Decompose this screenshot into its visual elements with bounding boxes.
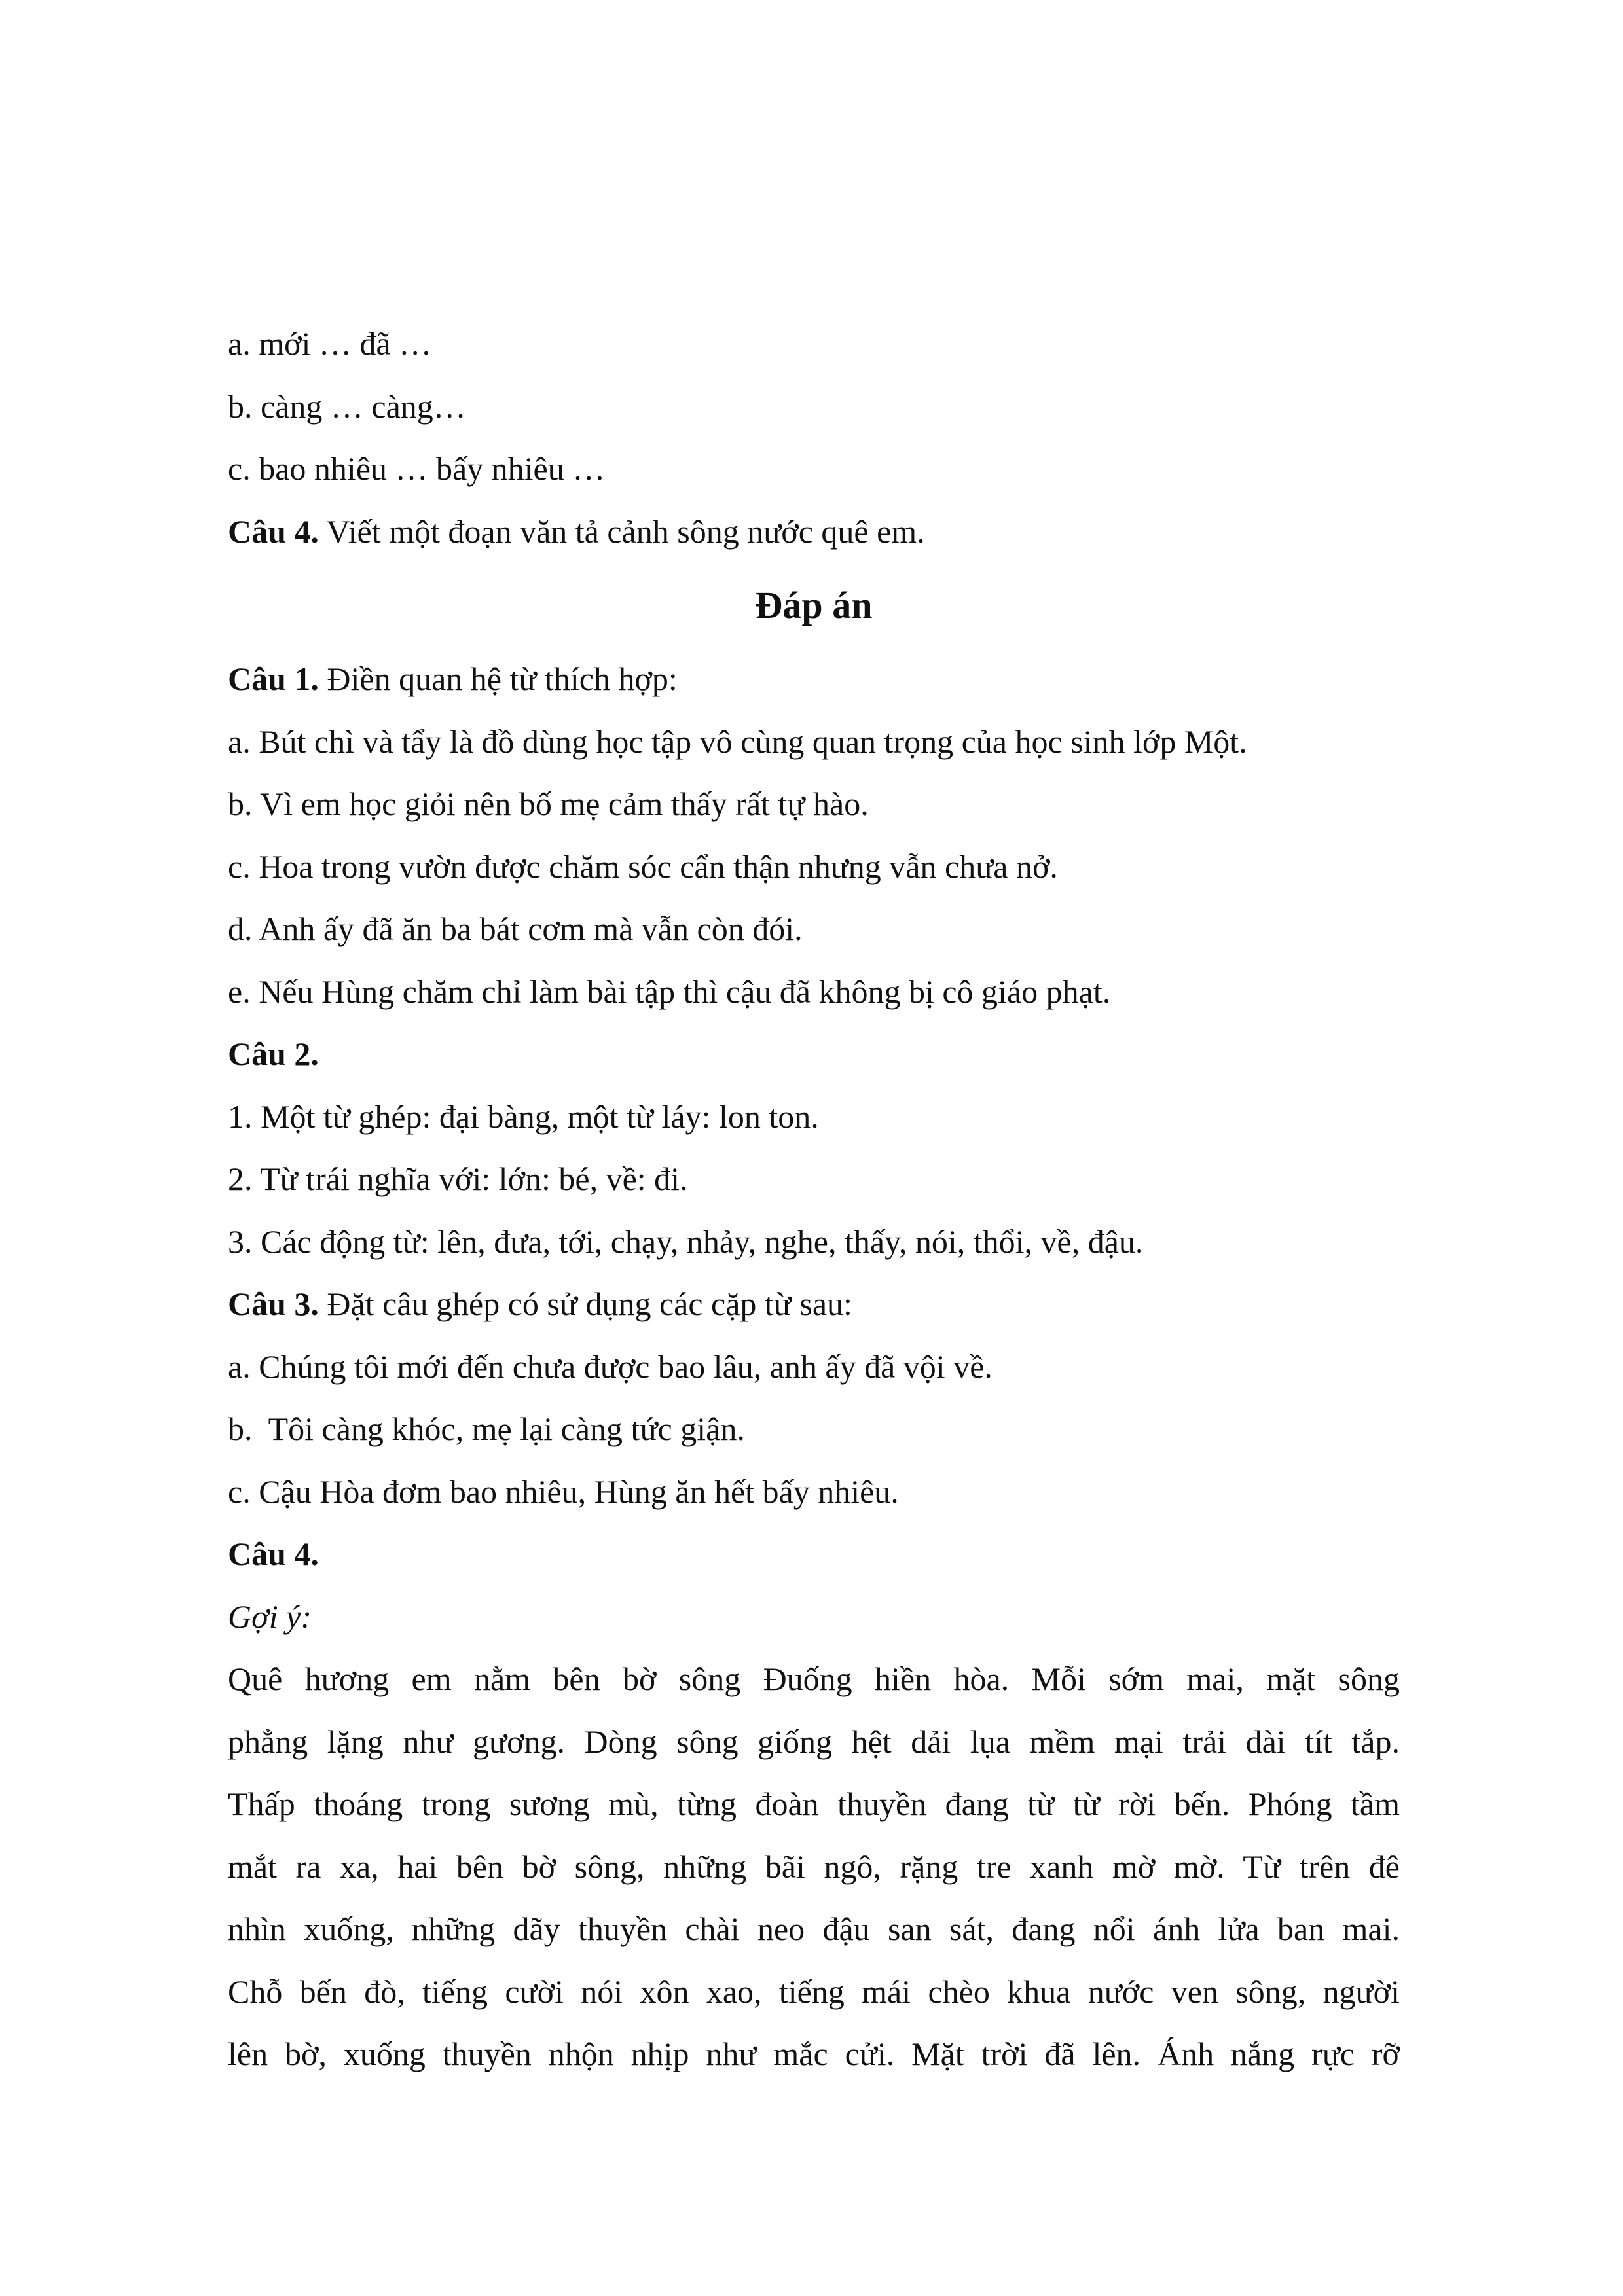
answer-3-item-b: b. Tôi càng khóc, mẹ lại càng tức giận. [228, 1410, 745, 1447]
answer-3-item-a: a. Chúng tôi mới đến chưa được bao lâu, anh ấy đã vội về. [228, 1348, 993, 1385]
answer-1-item-a: a. Bút chì và tẩy là đồ dùng học tập vô cùng quan trọng của học sinh lớp Một. [228, 723, 1247, 760]
option-a: a. mới … đã … [228, 325, 432, 362]
option-c: c. bao nhiêu … bấy nhiêu … [228, 450, 606, 487]
answer-4-paragraph [228, 1648, 1400, 2086]
paragraph-line: phẳng lặng như gương. Dòng sông giống hệt dải lụa mềm mại trải dài tít tắp. [228, 1723, 1400, 1760]
paragraph-line: nhìn xuống, những dãy thuyền chài neo đậu san sát, đang nổi ánh lửa ban mai. [228, 1910, 1400, 1947]
answer-4-hint: Gợi ý: [228, 1598, 312, 1635]
paragraph-line: lên bờ, xuống thuyền nhộn nhịp như mắc cửi. Mặt trời đã lên. Ánh nắng rực rỡ [228, 2036, 1400, 2072]
paragraph-line: Thấp thoáng trong sương mù, từng đoàn thuyền đang từ từ rời bến. Phóng tầm [228, 1785, 1400, 1822]
answer-3-heading [228, 1273, 1400, 1336]
answer-2-label: Câu 2. [228, 1035, 319, 1072]
answer-1-item-b: b. Vì em học giỏi nên bố mẹ cảm thấy rất tự hào. [228, 785, 869, 822]
paragraph-line: Chỗ bến đò, tiếng cười nói xôn xao, tiếng mái chèo khua nước ven sông, người [228, 1973, 1400, 2010]
question-4 [228, 501, 1400, 564]
answer-1-item-e: e. Nếu Hùng chăm chỉ làm bài tập thì cậu đã không bị cô giáo phạt. [228, 973, 1111, 1010]
answer-1-item-c: c. Hoa trong vườn được chăm sóc cẩn thận nhưng vẫn chưa nở. [228, 848, 1058, 885]
paragraph-line: mắt ra xa, hai bên bờ sông, những bãi ngô, rặng tre xanh mờ mờ. Từ trên đê [228, 1848, 1400, 1885]
question-4-label: Câu 4. [228, 512, 319, 550]
answer-4-label: Câu 4. [228, 1535, 319, 1572]
answer-1-item-d: d. Anh ấy đã ăn ba bát cơm mà vẫn còn đói. [228, 910, 803, 947]
document-page [228, 313, 1400, 2086]
option-b: b. càng … càng… [228, 387, 466, 425]
answer-title: Đáp án [755, 584, 873, 626]
answer-1-text: Điền quan hệ từ thích hợp: [318, 660, 678, 697]
answer-2-item-2: 2. Từ trái nghĩa với: lớn: bé, về: đi. [228, 1160, 688, 1197]
answer-2-item-3: 3. Các động từ: lên, đưa, tới, chạy, nhảy, nghe, thấy, nói, thổi, về, đậu. [228, 1223, 1144, 1260]
answer-1-label: Câu 1. [228, 660, 319, 697]
answer-3-label: Câu 3. [228, 1285, 319, 1322]
paragraph-line: Quê hương em nằm bên bờ sông Đuống hiền hòa. Mỗi sớm mai, mặt sông [228, 1660, 1400, 1697]
answer-3-item-c: c. Cậu Hòa đơm bao nhiêu, Hùng ăn hết bấy nhiêu. [228, 1473, 899, 1510]
question-4-text: Viết một đoạn văn tả cảnh sông nước quê em. [318, 512, 925, 550]
answer-3-text: Đặt câu ghép có sử dụng các cặp từ sau: [318, 1285, 852, 1322]
answer-2-item-1: 1. Một từ ghép: đại bàng, một từ láy: lon ton. [228, 1098, 819, 1135]
answer-1-heading [228, 648, 1400, 711]
